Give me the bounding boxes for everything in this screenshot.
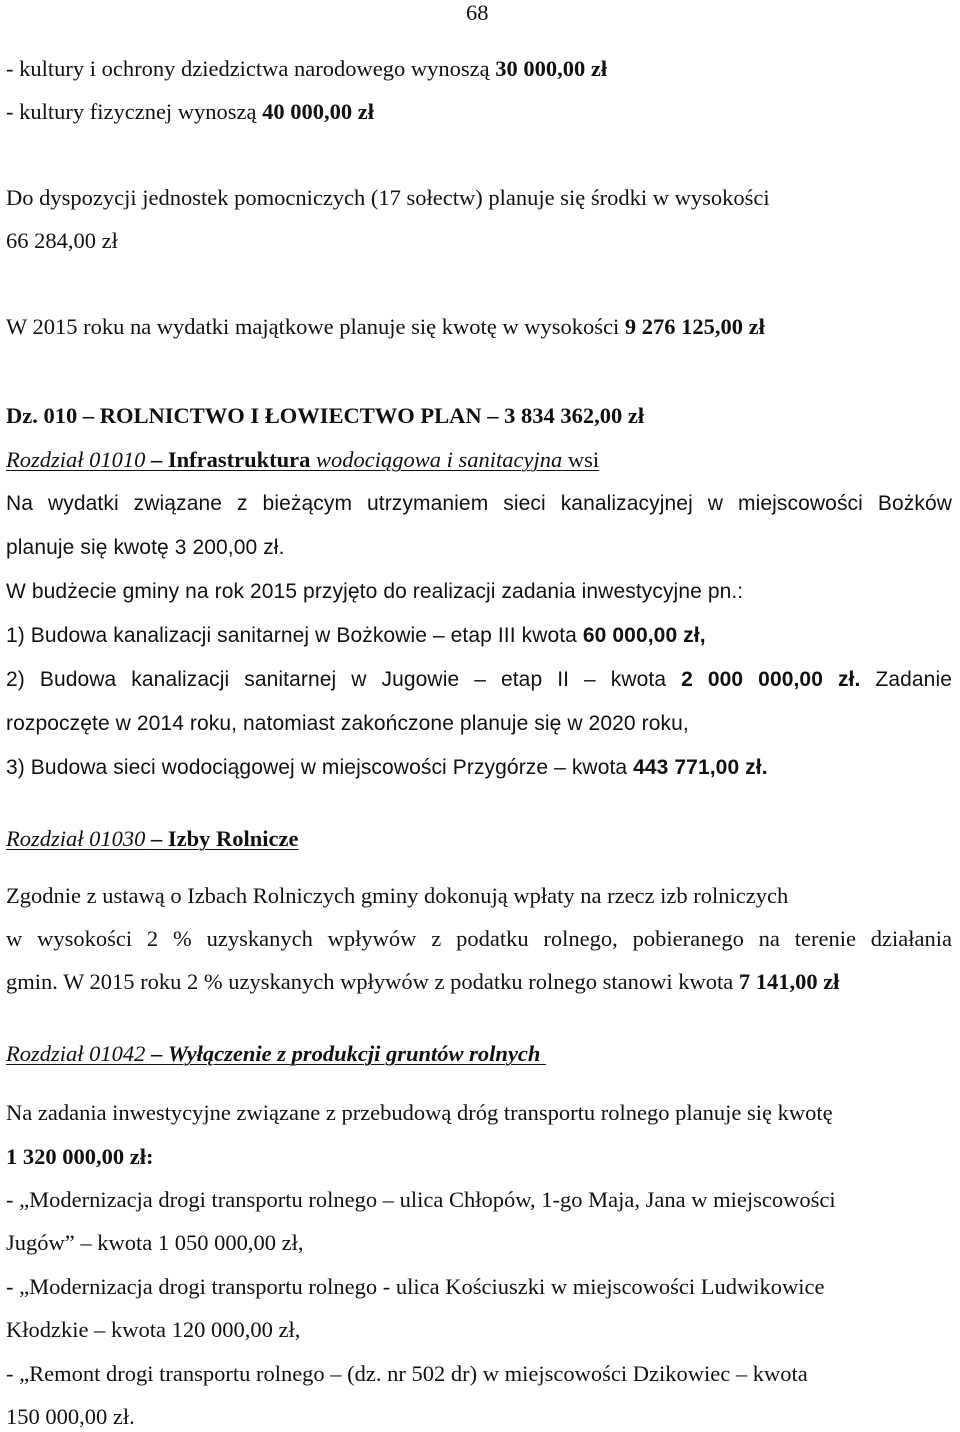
ch01042-amount: 1 320 000,00 zł: (6, 1144, 154, 1169)
culture-line-1-amount: 30 000,00 zł (495, 56, 608, 81)
ch01030-line-3-amount: 7 141,00 zł (738, 969, 840, 994)
chapter-01042-name: Wyłączenie z produkcji gruntów rolnych (167, 1041, 541, 1066)
investment-text: W 2015 roku na wydatki majątkowe planuje się kwotę w wysokości (6, 314, 625, 339)
chapter-01010-number: Rozdział 01010 (6, 447, 146, 472)
ch01010-item-3-text: 3) Budowa sieci wodociągowej w miejscowości Przygórze – kwota (6, 756, 634, 779)
ch01010-item-1 (6, 622, 952, 650)
ch01030-line-3-text: gmin. W 2015 roku 2 % uzyskanych wpływów z podatku rolnego stanowi kwota (6, 969, 739, 994)
ch01010-item-2-amount: 2 000 000,00 zł. (681, 668, 861, 691)
ch01042-line-1: Na zadania inwestycyjne związane z przebudową dróg transportu rolnego planuje się kwotę (6, 1100, 833, 1125)
ch01010-para1-line1: Na wydatki związane z bieżącym utrzymaniem sieci kanalizacyjnej w miejscowości Bożków (6, 492, 952, 515)
culture-line-2-amount: 40 000,00 zł (262, 99, 375, 124)
ch01042-item-1-line-2: Jugów” – kwota 1 050 000,00 zł, (6, 1230, 304, 1255)
ch01042-item-3-line-1: - „Remont drogi transportu rolnego – (dz. nr 502 dr) w miejscowości Dzikowiec – kwota (6, 1361, 808, 1386)
culture-line-2 (6, 98, 952, 126)
chapter-01042-title (6, 1040, 952, 1068)
ch01010-item-2-text: 2) Budowa kanalizacji sanitarnej w Jugowie – etap II – kwota (6, 668, 682, 691)
culture-line-1 (6, 55, 952, 83)
ch01010-para2: W budżecie gminy na rok 2015 przyjęto do realizacji zadania inwestycyjne pn.: (6, 580, 744, 603)
chapter-01042-number: Rozdział 01042 (6, 1041, 146, 1066)
ch01010-item-2-line2: rozpoczęte w 2014 roku, natomiast zakończone planuje się w 2020 roku, (6, 712, 689, 735)
ch01010-item-1-text: 1) Budowa kanalizacji sanitarnej w Bożkowie – etap III kwota (6, 624, 583, 647)
chapter-01010-name-c: wsi (562, 447, 600, 472)
ch01042-amount-line (6, 1143, 952, 1171)
section-heading-text: Dz. 010 – ROLNICTWO I ŁOWIECTWO PLAN – 3 834 362,00 zł (6, 403, 645, 428)
chapter-01030-title-underlined (6, 826, 299, 851)
auxiliary-text: Do dyspozycji jednostek pomocniczych (17 sołectw) planuje się środki w wysokości (6, 185, 770, 210)
ch01010-para1-line2: planuje się kwotę 3 200,00 zł. (6, 536, 285, 559)
chapter-01030-number: Rozdział 01030 (6, 826, 146, 851)
chapter-01030-title (6, 825, 952, 853)
ch01010-item-2-tail: Zadanie (860, 668, 952, 691)
ch01010-item-2 (6, 666, 952, 694)
chapter-01042-title-underlined (6, 1041, 546, 1066)
ch01010-item-1-amount: 60 000,00 zł, (582, 624, 706, 647)
chapter-01030-name: – Izby Rolnicze (145, 826, 299, 851)
chapter-01010-title (6, 446, 952, 474)
chapter-01010-name-a: – Infrastruktura (145, 447, 317, 472)
ch01030-line-1: Zgodnie z ustawą o Izbach Rolniczych gminy dokonują wpłaty na rzecz izb rolniczych (6, 883, 789, 908)
ch01042-item-2-line-1: - „Modernizacja drogi transportu rolnego - ulica Kościuszki w miejscowości Ludwikowice (6, 1274, 825, 1299)
culture-line-2-text: - kultury fizycznej wynoszą (6, 99, 263, 124)
ch01030-line-3 (6, 968, 952, 996)
chapter-01010-title-underlined (6, 447, 599, 472)
ch01010-item-3-amount: 443 771,00 zł. (633, 756, 768, 779)
ch01030-line-2: w wysokości 2 % uzyskanych wpływów z podatku rolnego, pobieranego na terenie działania (6, 926, 952, 951)
culture-line-1-text: - kultury i ochrony dziedzictwa narodowego wynoszą (6, 56, 496, 81)
auxiliary-amount: 66 284,00 zł (6, 228, 118, 253)
section-heading (6, 402, 952, 430)
ch01042-item-1-line-1: - „Modernizacja drogi transportu rolnego – ulica Chłopów, 1-go Maja, Jana w miejscowości (6, 1187, 836, 1212)
ch01042-item-3-line-2: 150 000,00 zł. (6, 1404, 135, 1429)
ch01010-item-3 (6, 754, 952, 782)
page-number: 68 (466, 0, 489, 25)
chapter-01042-dash: – (145, 1041, 168, 1066)
ch01042-item-2-line-2: Kłodzkie – kwota 120 000,00 zł, (6, 1317, 301, 1342)
investment-line (6, 313, 952, 341)
investment-amount: 9 276 125,00 zł (624, 314, 765, 339)
chapter-01010-name-b: wodociągowa i sanitacyjna (316, 447, 563, 472)
